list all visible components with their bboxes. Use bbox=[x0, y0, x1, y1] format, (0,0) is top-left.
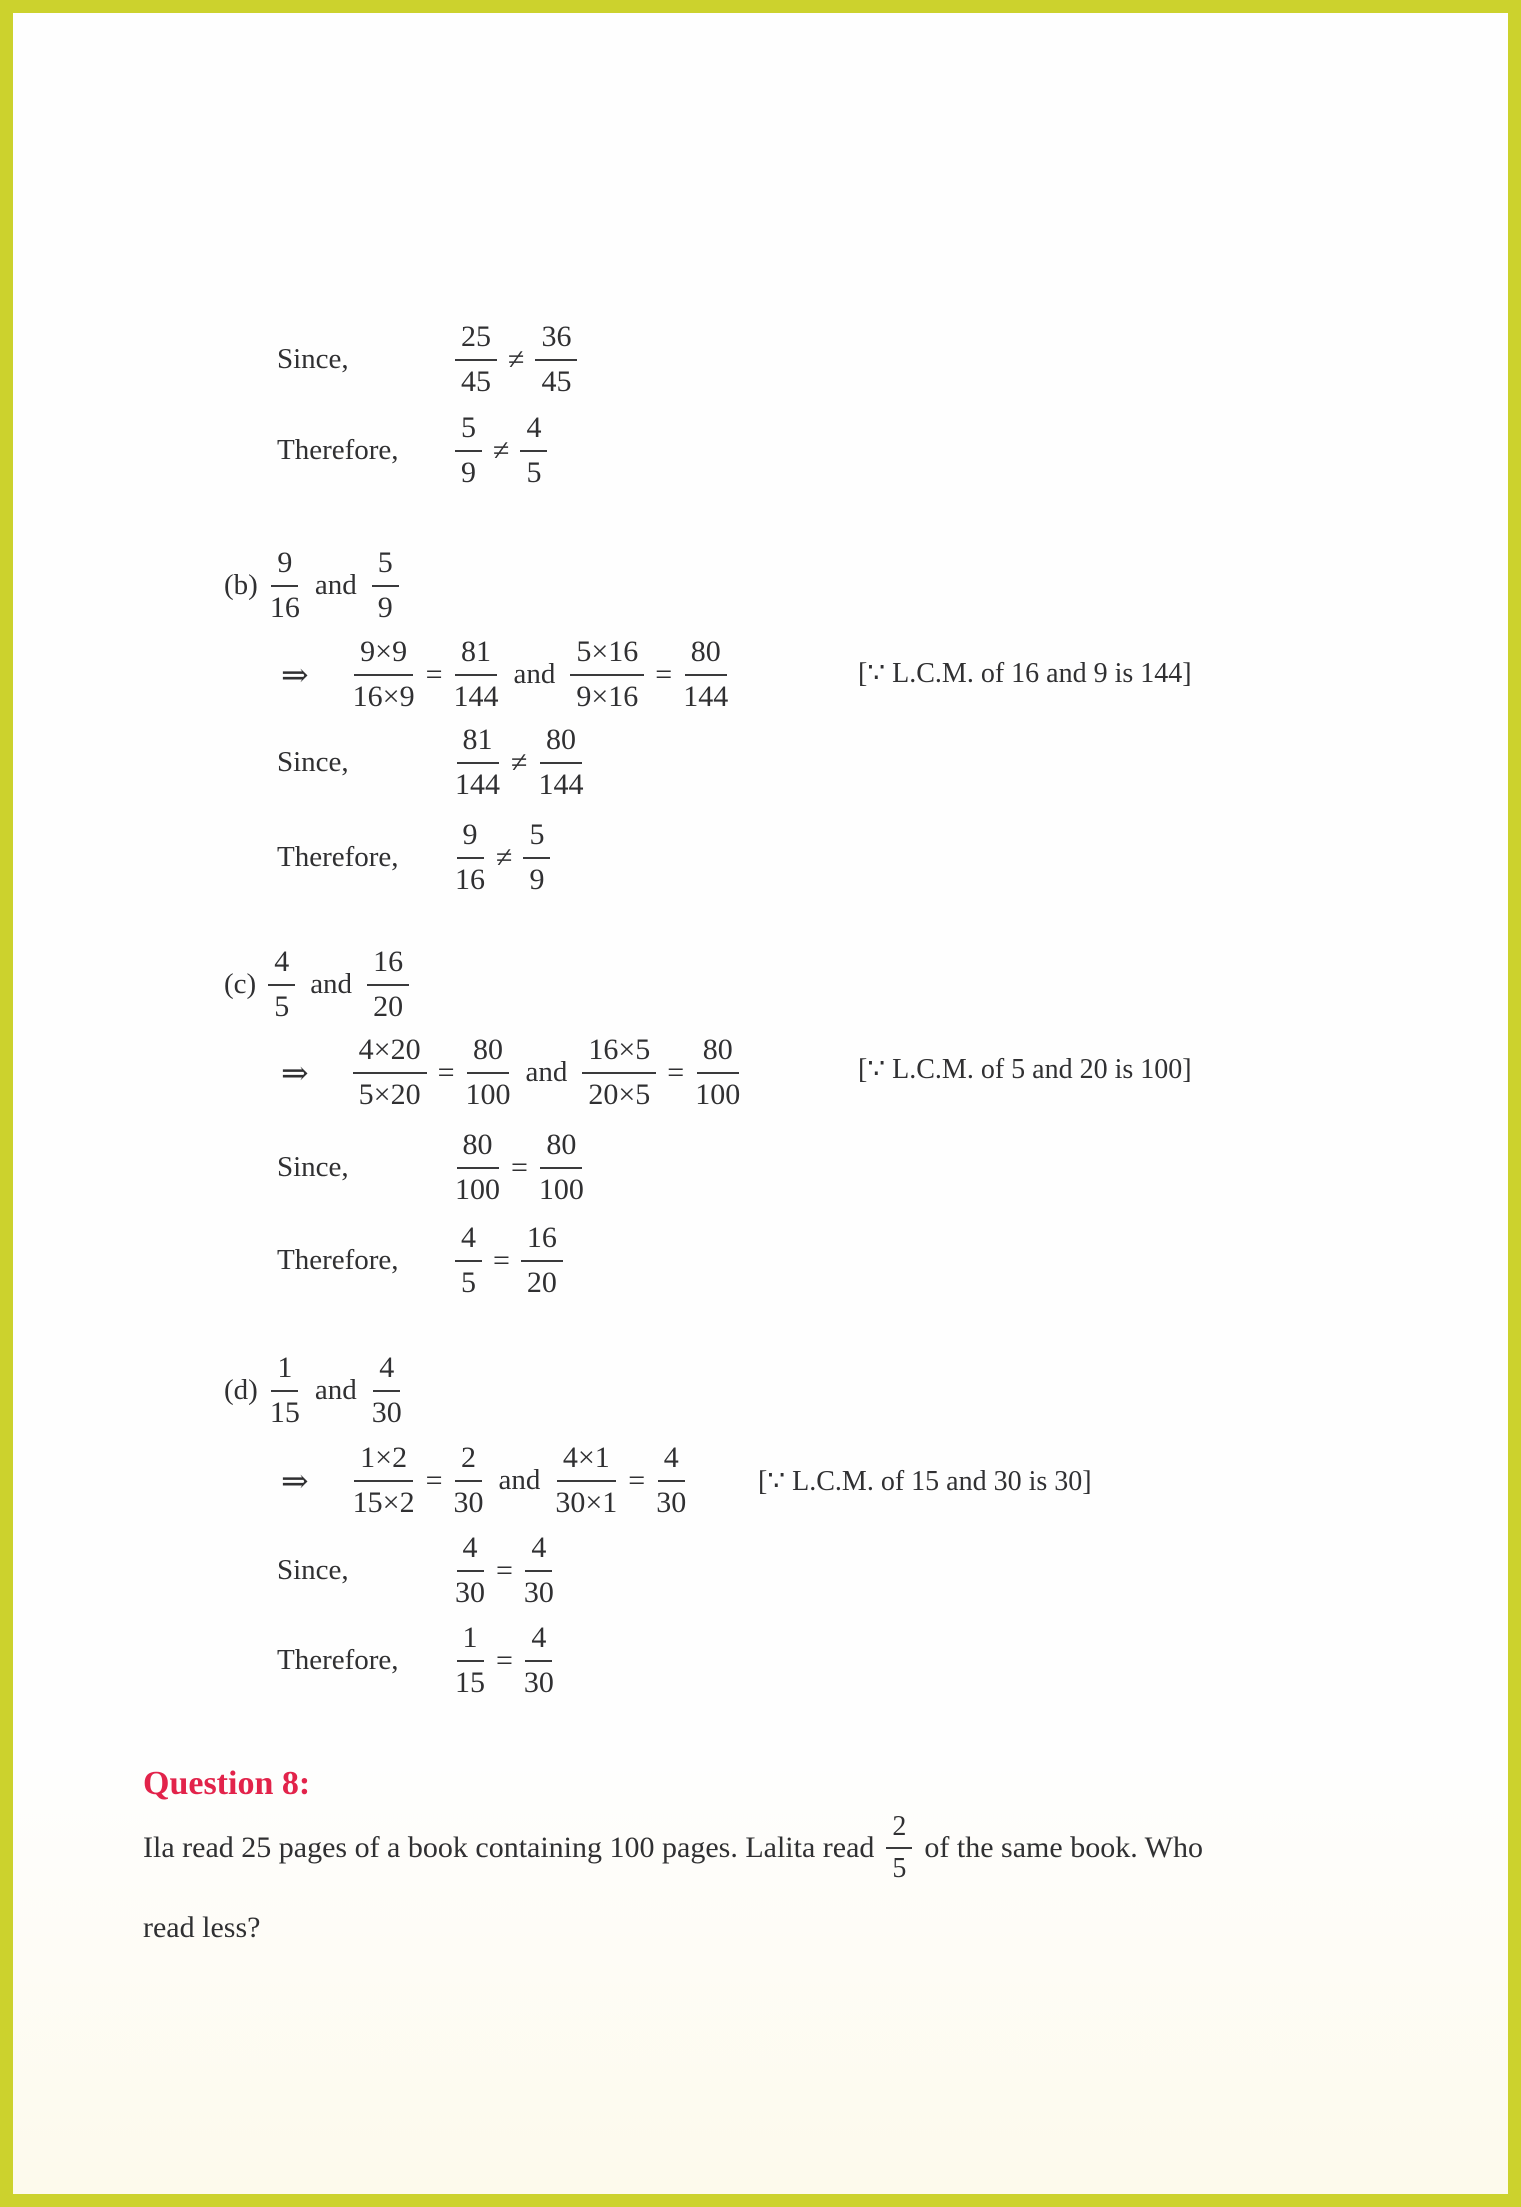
equals-sign: = bbox=[628, 1463, 646, 1497]
fraction-denominator: 30 bbox=[523, 1665, 554, 1699]
fraction bbox=[582, 1033, 656, 1112]
and-word: and bbox=[525, 1056, 568, 1088]
fraction bbox=[372, 1351, 402, 1430]
fraction bbox=[455, 1128, 500, 1207]
fraction-numerator: 4 bbox=[658, 1441, 685, 1482]
question-text-line1 bbox=[143, 1811, 1203, 1885]
part-d-therefore-row bbox=[277, 1621, 554, 1700]
fraction bbox=[268, 945, 295, 1024]
fraction bbox=[372, 546, 399, 625]
question-text-before: Ila read 25 pages of a book containing 100 pages. Lalita read bbox=[143, 1831, 875, 1865]
fraction bbox=[367, 945, 409, 1024]
part-b-therefore-row bbox=[277, 818, 550, 897]
fraction bbox=[455, 1531, 485, 1610]
and-word: and bbox=[310, 968, 353, 1000]
fraction-numerator: 36 bbox=[535, 320, 577, 361]
fraction-denominator: 100 bbox=[465, 1077, 511, 1111]
part-c-therefore-row bbox=[277, 1221, 563, 1300]
fraction bbox=[455, 411, 482, 490]
fraction bbox=[521, 1221, 563, 1300]
fraction-denominator: 30 bbox=[371, 1395, 402, 1429]
fraction-denominator: 20 bbox=[373, 989, 404, 1023]
fraction-numerator: 4 bbox=[268, 945, 295, 986]
fraction bbox=[538, 723, 583, 802]
therefore-label: Therefore, bbox=[277, 1644, 399, 1676]
fraction-numerator: 4×20 bbox=[353, 1033, 427, 1074]
fraction-denominator: 144 bbox=[455, 767, 500, 801]
fraction-numerator: 2 bbox=[886, 1811, 912, 1849]
and-word: and bbox=[498, 1464, 541, 1496]
fraction bbox=[524, 1531, 554, 1610]
intro-since-row bbox=[277, 320, 577, 399]
fraction-numerator: 80 bbox=[685, 635, 727, 676]
and-word: and bbox=[314, 1374, 357, 1406]
fraction-numerator: 80 bbox=[467, 1033, 509, 1074]
fraction-denominator: 100 bbox=[695, 1077, 741, 1111]
fraction-denominator: 45 bbox=[541, 364, 572, 398]
not-equal-sign: ≠ bbox=[511, 745, 528, 779]
fraction-numerator: 5 bbox=[523, 818, 550, 859]
fraction bbox=[270, 546, 300, 625]
lcm-note: [∵ L.C.M. of 16 and 9 is 144] bbox=[858, 658, 1192, 689]
fraction bbox=[455, 1221, 482, 1300]
fraction-denominator: 5 bbox=[461, 1265, 476, 1299]
fraction-numerator: 81 bbox=[457, 723, 499, 764]
not-equal-sign: ≠ bbox=[493, 433, 510, 467]
fraction-numerator: 4 bbox=[525, 1531, 552, 1572]
fraction bbox=[270, 1351, 300, 1430]
fraction-denominator: 30 bbox=[656, 1485, 687, 1519]
fraction-numerator: 1 bbox=[271, 1351, 298, 1392]
part-b-heading bbox=[224, 546, 399, 625]
fraction-numerator: 16 bbox=[521, 1221, 563, 1262]
fraction-denominator: 5 bbox=[274, 989, 290, 1023]
fraction bbox=[886, 1811, 912, 1885]
therefore-label: Therefore, bbox=[277, 841, 399, 873]
fraction-denominator: 15 bbox=[269, 1395, 300, 1429]
question-text-after: of the same book. Who bbox=[924, 1831, 1203, 1865]
question-heading: Question 8: bbox=[143, 1765, 311, 1802]
fraction bbox=[353, 1441, 415, 1520]
fraction-denominator: 144 bbox=[538, 767, 584, 801]
fraction-denominator: 45 bbox=[461, 364, 491, 398]
fraction-denominator: 30 bbox=[453, 1485, 484, 1519]
equals-sign: = bbox=[667, 1055, 685, 1089]
fraction bbox=[524, 1621, 554, 1700]
part-d-heading bbox=[224, 1351, 402, 1430]
fraction bbox=[455, 320, 497, 399]
equals-sign: = bbox=[493, 1243, 510, 1277]
fraction bbox=[555, 1441, 617, 1520]
part-b-work-row bbox=[281, 635, 728, 714]
part-d-work-row bbox=[281, 1441, 686, 1520]
fraction-denominator: 100 bbox=[455, 1172, 500, 1206]
implies-arrow-icon: ⇒ bbox=[281, 657, 309, 694]
fraction-numerator: 80 bbox=[457, 1128, 499, 1169]
equals-sign: = bbox=[655, 657, 673, 691]
fraction-denominator: 9 bbox=[461, 455, 476, 489]
not-equal-sign: ≠ bbox=[508, 342, 525, 376]
fraction-denominator: 100 bbox=[538, 1172, 584, 1206]
fraction bbox=[695, 1033, 740, 1112]
fraction bbox=[656, 1441, 686, 1520]
fraction-denominator: 144 bbox=[453, 679, 499, 713]
fraction-denominator: 144 bbox=[683, 679, 729, 713]
part-d-since-row bbox=[277, 1531, 554, 1610]
lcm-note: [∵ L.C.M. of 5 and 20 is 100] bbox=[858, 1054, 1192, 1085]
fraction-denominator: 16 bbox=[269, 590, 300, 624]
therefore-label: Therefore, bbox=[277, 434, 399, 466]
fraction-numerator: 80 bbox=[540, 723, 582, 764]
fraction bbox=[520, 411, 547, 490]
fraction-denominator: 30 bbox=[455, 1575, 485, 1609]
fraction-numerator: 1×2 bbox=[354, 1441, 413, 1482]
fraction-numerator: 16×5 bbox=[582, 1033, 656, 1074]
part-b-since-row bbox=[277, 723, 583, 802]
fraction-numerator: 9×9 bbox=[354, 635, 413, 676]
fraction-numerator: 1 bbox=[457, 1621, 484, 1662]
lcm-note: [∵ L.C.M. of 15 and 30 is 30] bbox=[758, 1466, 1092, 1497]
fraction-numerator: 5 bbox=[372, 546, 399, 587]
fraction-numerator: 5×16 bbox=[570, 635, 644, 676]
fraction-denominator: 15×2 bbox=[352, 1485, 415, 1519]
fraction bbox=[454, 1441, 484, 1520]
fraction-numerator: 4 bbox=[520, 411, 547, 452]
fraction bbox=[455, 1621, 485, 1700]
fraction-numerator: 4 bbox=[373, 1351, 400, 1392]
fraction bbox=[539, 1128, 584, 1207]
fraction-numerator: 80 bbox=[697, 1033, 739, 1074]
fraction-numerator: 4 bbox=[525, 1621, 552, 1662]
fraction-denominator: 16×9 bbox=[352, 679, 415, 713]
question-text-line2: read less? bbox=[143, 1911, 261, 1944]
fraction bbox=[683, 635, 728, 714]
implies-arrow-icon: ⇒ bbox=[281, 1055, 309, 1092]
part-c-since-row bbox=[277, 1128, 584, 1207]
fraction-denominator: 5 bbox=[892, 1853, 907, 1885]
fraction bbox=[353, 1033, 427, 1112]
fraction bbox=[353, 635, 415, 714]
fraction-numerator: 80 bbox=[540, 1128, 582, 1169]
equals-sign: = bbox=[511, 1150, 528, 1184]
equals-sign: = bbox=[496, 1553, 513, 1587]
part-c-work-row bbox=[281, 1033, 740, 1112]
fraction-numerator: 4×1 bbox=[557, 1441, 616, 1482]
fraction-denominator: 20×5 bbox=[588, 1077, 651, 1111]
equals-sign: = bbox=[425, 657, 443, 691]
fraction bbox=[523, 818, 550, 897]
part-label: (b) bbox=[224, 569, 258, 601]
equals-sign: = bbox=[425, 1463, 443, 1497]
fraction bbox=[570, 635, 644, 714]
fraction-denominator: 9 bbox=[529, 862, 545, 896]
fraction-numerator: 9 bbox=[271, 546, 298, 587]
and-word: and bbox=[513, 658, 556, 690]
fraction-numerator: 81 bbox=[455, 635, 497, 676]
fraction-numerator: 25 bbox=[455, 320, 497, 361]
equals-sign: = bbox=[437, 1055, 455, 1089]
fraction-denominator: 15 bbox=[455, 1665, 485, 1699]
fraction bbox=[466, 1033, 511, 1112]
implies-arrow-icon: ⇒ bbox=[281, 1463, 309, 1500]
fraction-denominator: 9 bbox=[377, 590, 393, 624]
part-c-heading bbox=[224, 945, 409, 1024]
fraction-numerator: 9 bbox=[457, 818, 484, 859]
not-equal-sign: ≠ bbox=[496, 840, 513, 874]
fraction bbox=[535, 320, 577, 399]
fraction-denominator: 5×20 bbox=[358, 1077, 421, 1111]
and-word: and bbox=[314, 569, 357, 601]
fraction bbox=[455, 818, 485, 897]
therefore-label: Therefore, bbox=[277, 1244, 399, 1276]
since-label: Since, bbox=[277, 1554, 349, 1586]
fraction-numerator: 16 bbox=[367, 945, 409, 986]
fraction-numerator: 4 bbox=[455, 1221, 482, 1262]
since-label: Since, bbox=[277, 1151, 349, 1183]
fraction bbox=[454, 635, 499, 714]
since-label: Since, bbox=[277, 343, 349, 375]
fraction-numerator: 5 bbox=[455, 411, 482, 452]
part-label: (d) bbox=[224, 1374, 258, 1406]
fraction-numerator: 2 bbox=[455, 1441, 482, 1482]
intro-therefore-row bbox=[277, 411, 547, 490]
fraction-numerator: 4 bbox=[457, 1531, 484, 1572]
since-label: Since, bbox=[277, 746, 349, 778]
fraction-denominator: 20 bbox=[526, 1265, 557, 1299]
equals-sign: = bbox=[496, 1643, 513, 1677]
fraction-denominator: 30 bbox=[523, 1575, 554, 1609]
fraction-denominator: 30×1 bbox=[555, 1485, 618, 1519]
fraction bbox=[455, 723, 500, 802]
part-label: (c) bbox=[224, 968, 257, 1000]
fraction-denominator: 9×16 bbox=[576, 679, 639, 713]
fraction-denominator: 16 bbox=[455, 862, 485, 896]
fraction-denominator: 5 bbox=[526, 455, 542, 489]
